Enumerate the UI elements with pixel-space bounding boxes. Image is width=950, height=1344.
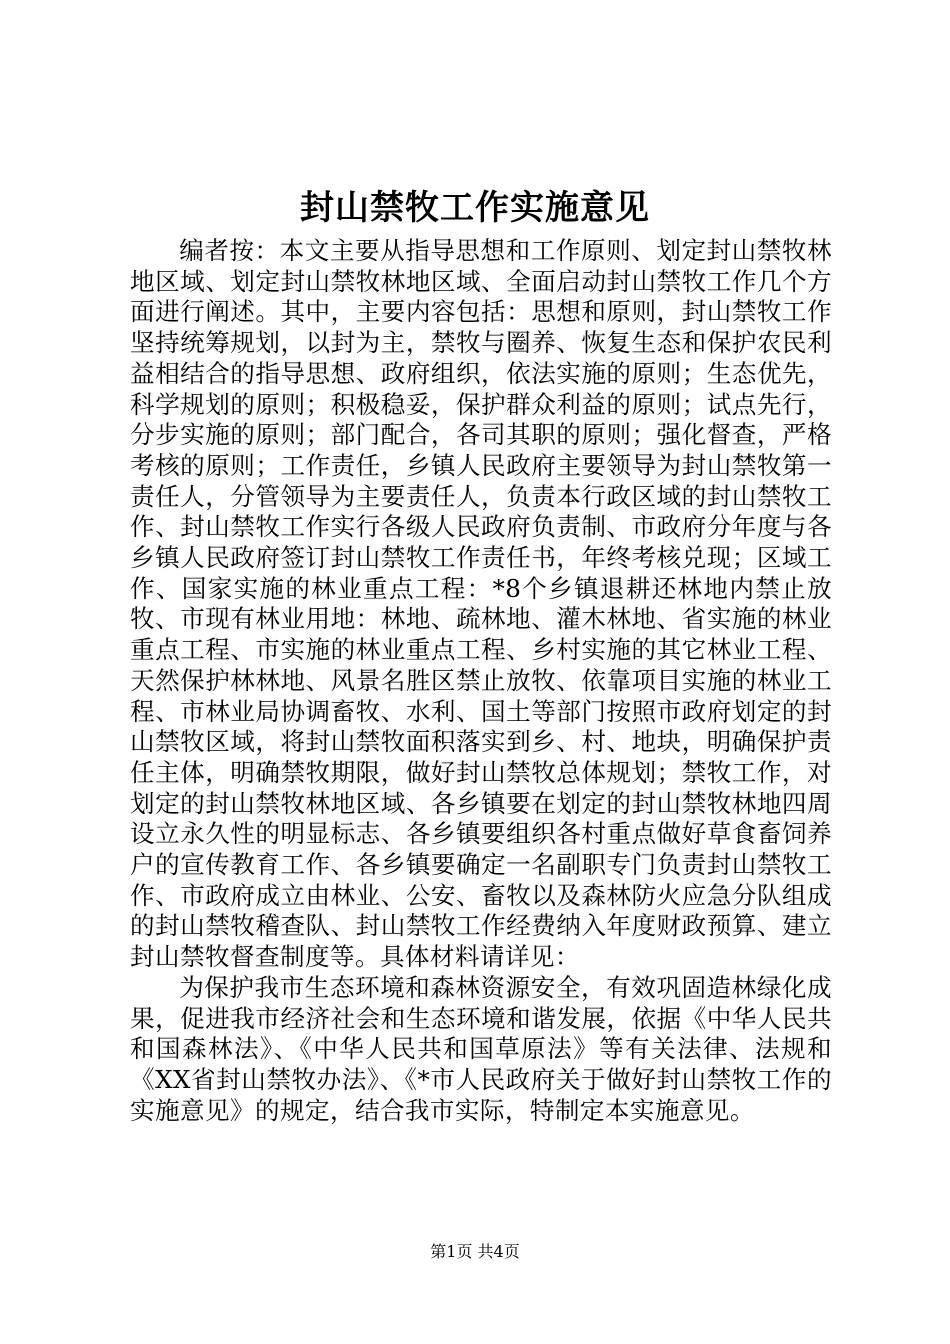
document-title: 封山禁牧工作实施意见 xyxy=(300,188,650,228)
document-body xyxy=(130,236,832,1126)
page-footer: 第1页 共4页 xyxy=(430,1242,520,1261)
intro-paragraph: 为保护我市生态环境和森林资源安全，有效巩固造林绿化成果，促进我市经济社会和生态环境和谐发展，依据《中华人民共和国森林法》、《中华人民共和国草原法》等有关法律、法规和《XX省封山禁牧办法》、《*市人民政府关于做好封山禁牧工作的实施意见》的规定，结合我市实际，特制定本实施意见。 xyxy=(130,972,832,1125)
editor-note-paragraph: 编者按：本文主要从指导思想和工作原则、划定封山禁牧林地区域、划定封山禁牧林地区域、全面启动封山禁牧工作几个方面进行阐述。其中，主要内容包括：思想和原则，封山禁牧工作坚持统筹规划，以封为主，禁牧与圈养、恢复生态和保护农民利益相结合的指导思想、政府组织，依法实施的原则；生态优先，科学规划的原则；积极稳妥，保护群众利益的原则；试点先行，分步实施的原则；部门配合，各司其职的原则；强化督查，严格考核的原则；工作责任，乡镇人民政府主要领导为封山禁牧第一责任人，分管领导为主要责任人，负责本行政区域的封山禁牧工作、封山禁牧工作实行各级人民政府负责制、市政府分年度与各乡镇人民政府签订封山禁牧工作责任书，年终考核兑现；区域工作、国家实施的林业重点工程：*8个乡镇退耕还林地内禁止放牧、市现有林业用地：林地、疏林地、灌木林地、省实施的林业重点工程、市实施的林业重点工程、乡村实施的其它林业工程、天然保护林林地、风景名胜区禁止放牧、依靠项目实施的林业工程、市林业局协调畜牧、水利、国土等部门按照市政府划定的封山禁牧区域，将封山禁牧面积落实到乡、村、地块，明确保护责任主体，明确禁牧期限，做好封山禁牧总体规划；禁牧工作，对划定的封山禁牧林地区域、各乡镇要在划定的封山禁牧林地四周设立永久性的明显标志、各乡镇要组织各村重点做好草食畜饲养户的宣传教育工作、各乡镇要确定一名副职专门负责封山禁牧工作、市政府成立由林业、公安、畜牧以及森林防火应急分队组成的封山禁牧稽查队、封山禁牧工作经费纳入年度财政预算、建立封山禁牧督查制度等。具体材料请详见： xyxy=(130,236,832,972)
